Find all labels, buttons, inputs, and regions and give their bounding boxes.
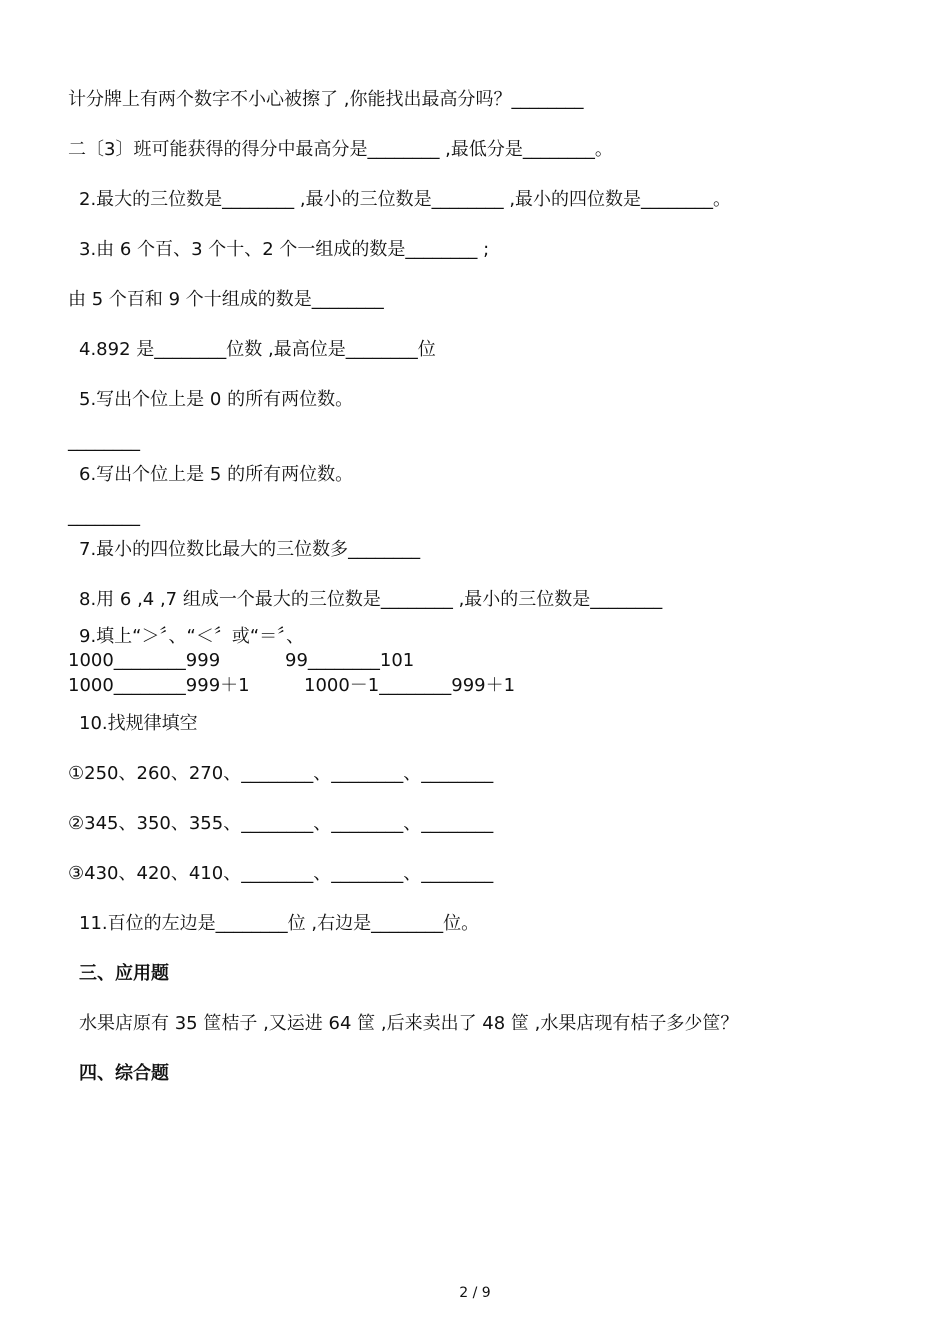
question-11: 11.百位的左边是________位 ,右边是________位。 <box>79 913 480 934</box>
question-5: 5.写出个位上是 0 的所有两位数。 <box>79 389 354 410</box>
pattern-1: ①250、260、270、________、________、________ <box>68 763 494 784</box>
compare-2: 99________101 <box>285 650 415 671</box>
page-number: 2 / 9 <box>459 1285 491 1301</box>
section-heading-application: 三、应用题 <box>79 963 169 984</box>
question-8: 8.用 6 ,4 ,7 组成一个最大的三位数是________ ,最小的三位数是________ <box>79 589 663 610</box>
question-scoreboard: 计分牌上有两个数字不小心被擦了 ,你能找出最高分吗？________ <box>68 89 584 110</box>
question-7: 7.最小的四位数比最大的三位数多________ <box>79 539 421 560</box>
question-3: 3.由 6 个百、3 个十、2 个一组成的数是________ ; <box>79 239 490 260</box>
question-6: 6.写出个位上是 5 的所有两位数。 <box>79 464 354 485</box>
pattern-2: ②345、350、355、________、________、________ <box>68 813 494 834</box>
question-4: 4.892 是________位数 ,最高位是________位 <box>79 339 436 360</box>
answer-blank-6: ________ <box>68 506 140 527</box>
answer-blank-5: ________ <box>68 431 140 452</box>
compare-4: 1000－1________999＋1 <box>304 675 516 696</box>
section-heading-comprehensive: 四、综合题 <box>79 1063 169 1084</box>
compare-3: 1000________999＋1 <box>68 675 250 696</box>
question-class-score: 二〔3〕班可能获得的得分中最高分是________ ,最低分是________。 <box>68 139 613 160</box>
question-2: 2.最大的三位数是________ ,最小的三位数是________ ,最小的四位数是________。 <box>79 189 732 210</box>
question-10: 10.找规律填空 <box>79 713 198 734</box>
pattern-3: ③430、420、410、________、________、________ <box>68 863 494 884</box>
compare-1: 1000________999 <box>68 650 221 671</box>
application-question: 水果店原有 35 筐桔子 ,又运进 64 筐 ,后来卖出了 48 筐 ,水果店现有桔子多少筐？ <box>79 1013 739 1034</box>
question-9: 9.填上“＞〞、“＜〞或“＝〞、 <box>79 626 305 647</box>
question-3-part-2: 由 5 个百和 9 个十组成的数是________ <box>68 289 384 310</box>
